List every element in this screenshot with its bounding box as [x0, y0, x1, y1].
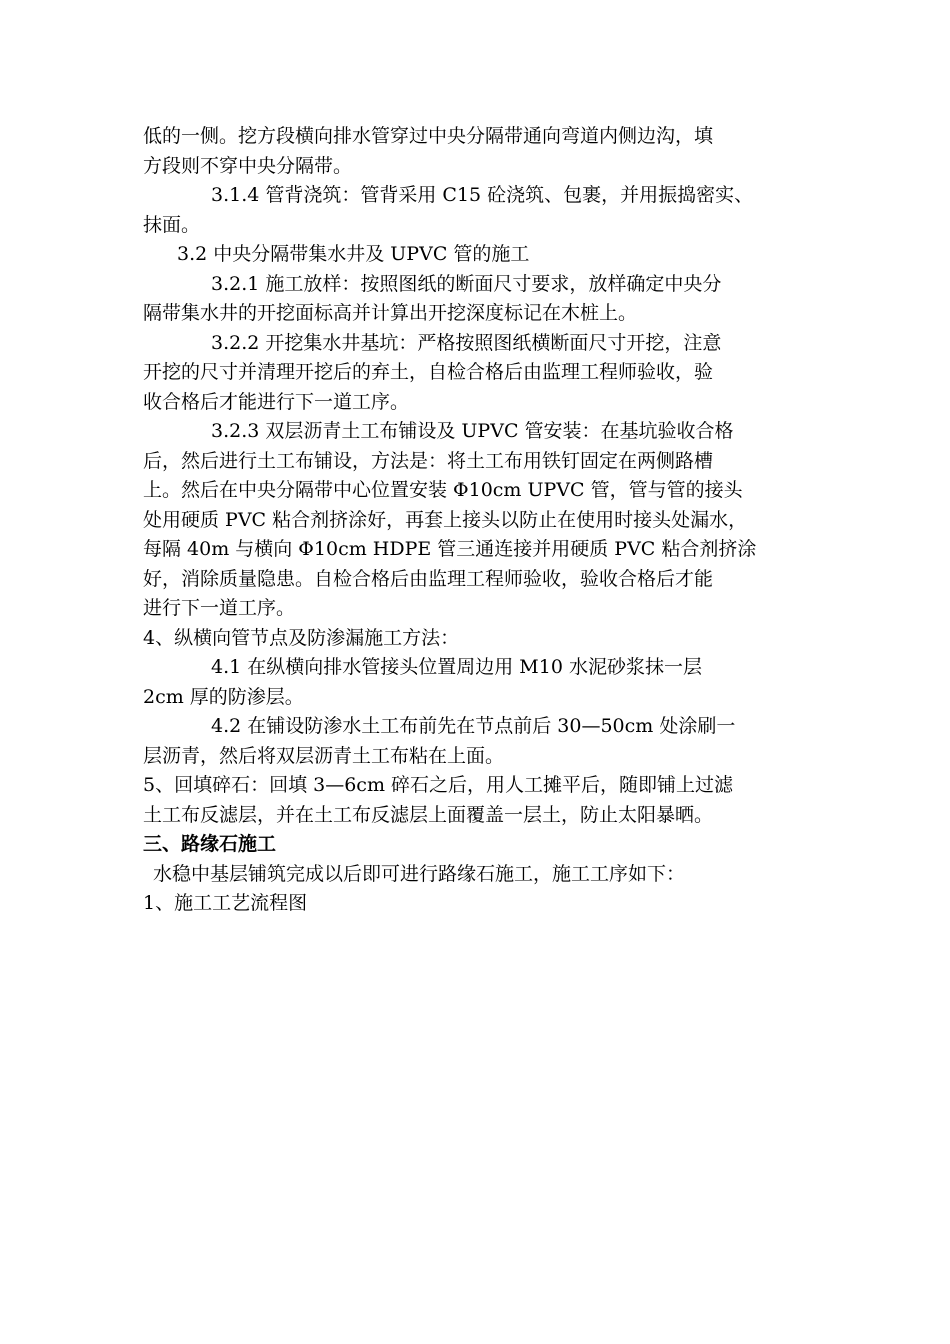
chapter-heading: 三、路缘石施工: [143, 833, 277, 855]
text-line: 水稳中基层铺筑完成以后即可进行路缘石施工，施工工序如下：: [153, 862, 686, 885]
text-line: 2cm 厚的防渗层。: [143, 685, 304, 708]
text-line: 1、施工工艺流程图: [143, 892, 308, 914]
text-line: 开挖的尺寸并清理开挖后的弃土，自检合格后由监理工程师验收，验: [143, 361, 714, 383]
text-line: 每隔 40m 与横向 Φ10cm HDPE 管三通连接并用硬质 PVC 粘合剂挤涂: [143, 538, 757, 560]
text-line: 3.2.1 施工放样：按照图纸的断面尺寸要求，放样确定中央分: [211, 272, 722, 295]
text-line: 3.2.3 双层沥青土工布铺设及 UPVC 管安装：在基坑验收合格: [211, 420, 734, 442]
text-line: 收合格后才能进行下一道工序。: [143, 390, 410, 413]
section-title: 3.2 中央分隔带集水井及 UPVC 管的施工: [177, 243, 530, 265]
text-line: 上。然后在中央分隔带中心位置安装 Φ10cm UPVC 管，管与管的接头: [143, 479, 743, 501]
text-line: 土工布反滤层，并在土工布反滤层上面覆盖一层土，防止太阳暴晒。: [143, 803, 714, 826]
text-line: 抹面。: [143, 213, 201, 236]
text-line: 3.1.4 管背浇筑：管背采用 C15 砼浇筑、包裹，并用振捣密实、: [211, 184, 754, 206]
text-line: 方段则不穿中央分隔带。: [143, 154, 353, 177]
text-line: 进行下一道工序。: [143, 597, 296, 619]
text-line: 好，消除质量隐患。自检合格后由监理工程师验收，验收合格后才能: [143, 567, 714, 590]
text-line: 5、回填碎石：回填 3—6cm 碎石之后，用人工摊平后，随即铺上过滤: [143, 774, 734, 796]
text-line: 3.2.2 开挖集水井基坑：严格按照图纸横断面尺寸开挖，注意: [211, 331, 722, 354]
text-line: 隔带集水井的开挖面标高并计算出开挖深度标记在木桩上。: [143, 302, 638, 324]
text-line: 层沥青，然后将双层沥青土工布粘在上面。: [143, 744, 505, 767]
text-line: 4.1 在纵横向排水管接头位置周边用 M10 水泥砂浆抹一层: [211, 656, 702, 678]
text-line: 低的一侧。挖方段横向排水管穿过中央分隔带通向弯道内侧边沟，填: [143, 125, 714, 147]
document-body: [143, 122, 813, 919]
section-title: 4、纵横向管节点及防渗漏施工方法：: [143, 626, 460, 649]
text-line: 后，然后进行土工布铺设，方法是：将土工布用铁钉固定在两侧路槽: [143, 449, 714, 472]
text-line: 处用硬质 PVC 粘合剂挤涂好，再套上接头以防止在使用时接头处漏水，: [143, 508, 748, 531]
text-line: 4.2 在铺设防渗水土工布前先在节点前后 30—50cm 处涂刷一: [211, 715, 736, 737]
